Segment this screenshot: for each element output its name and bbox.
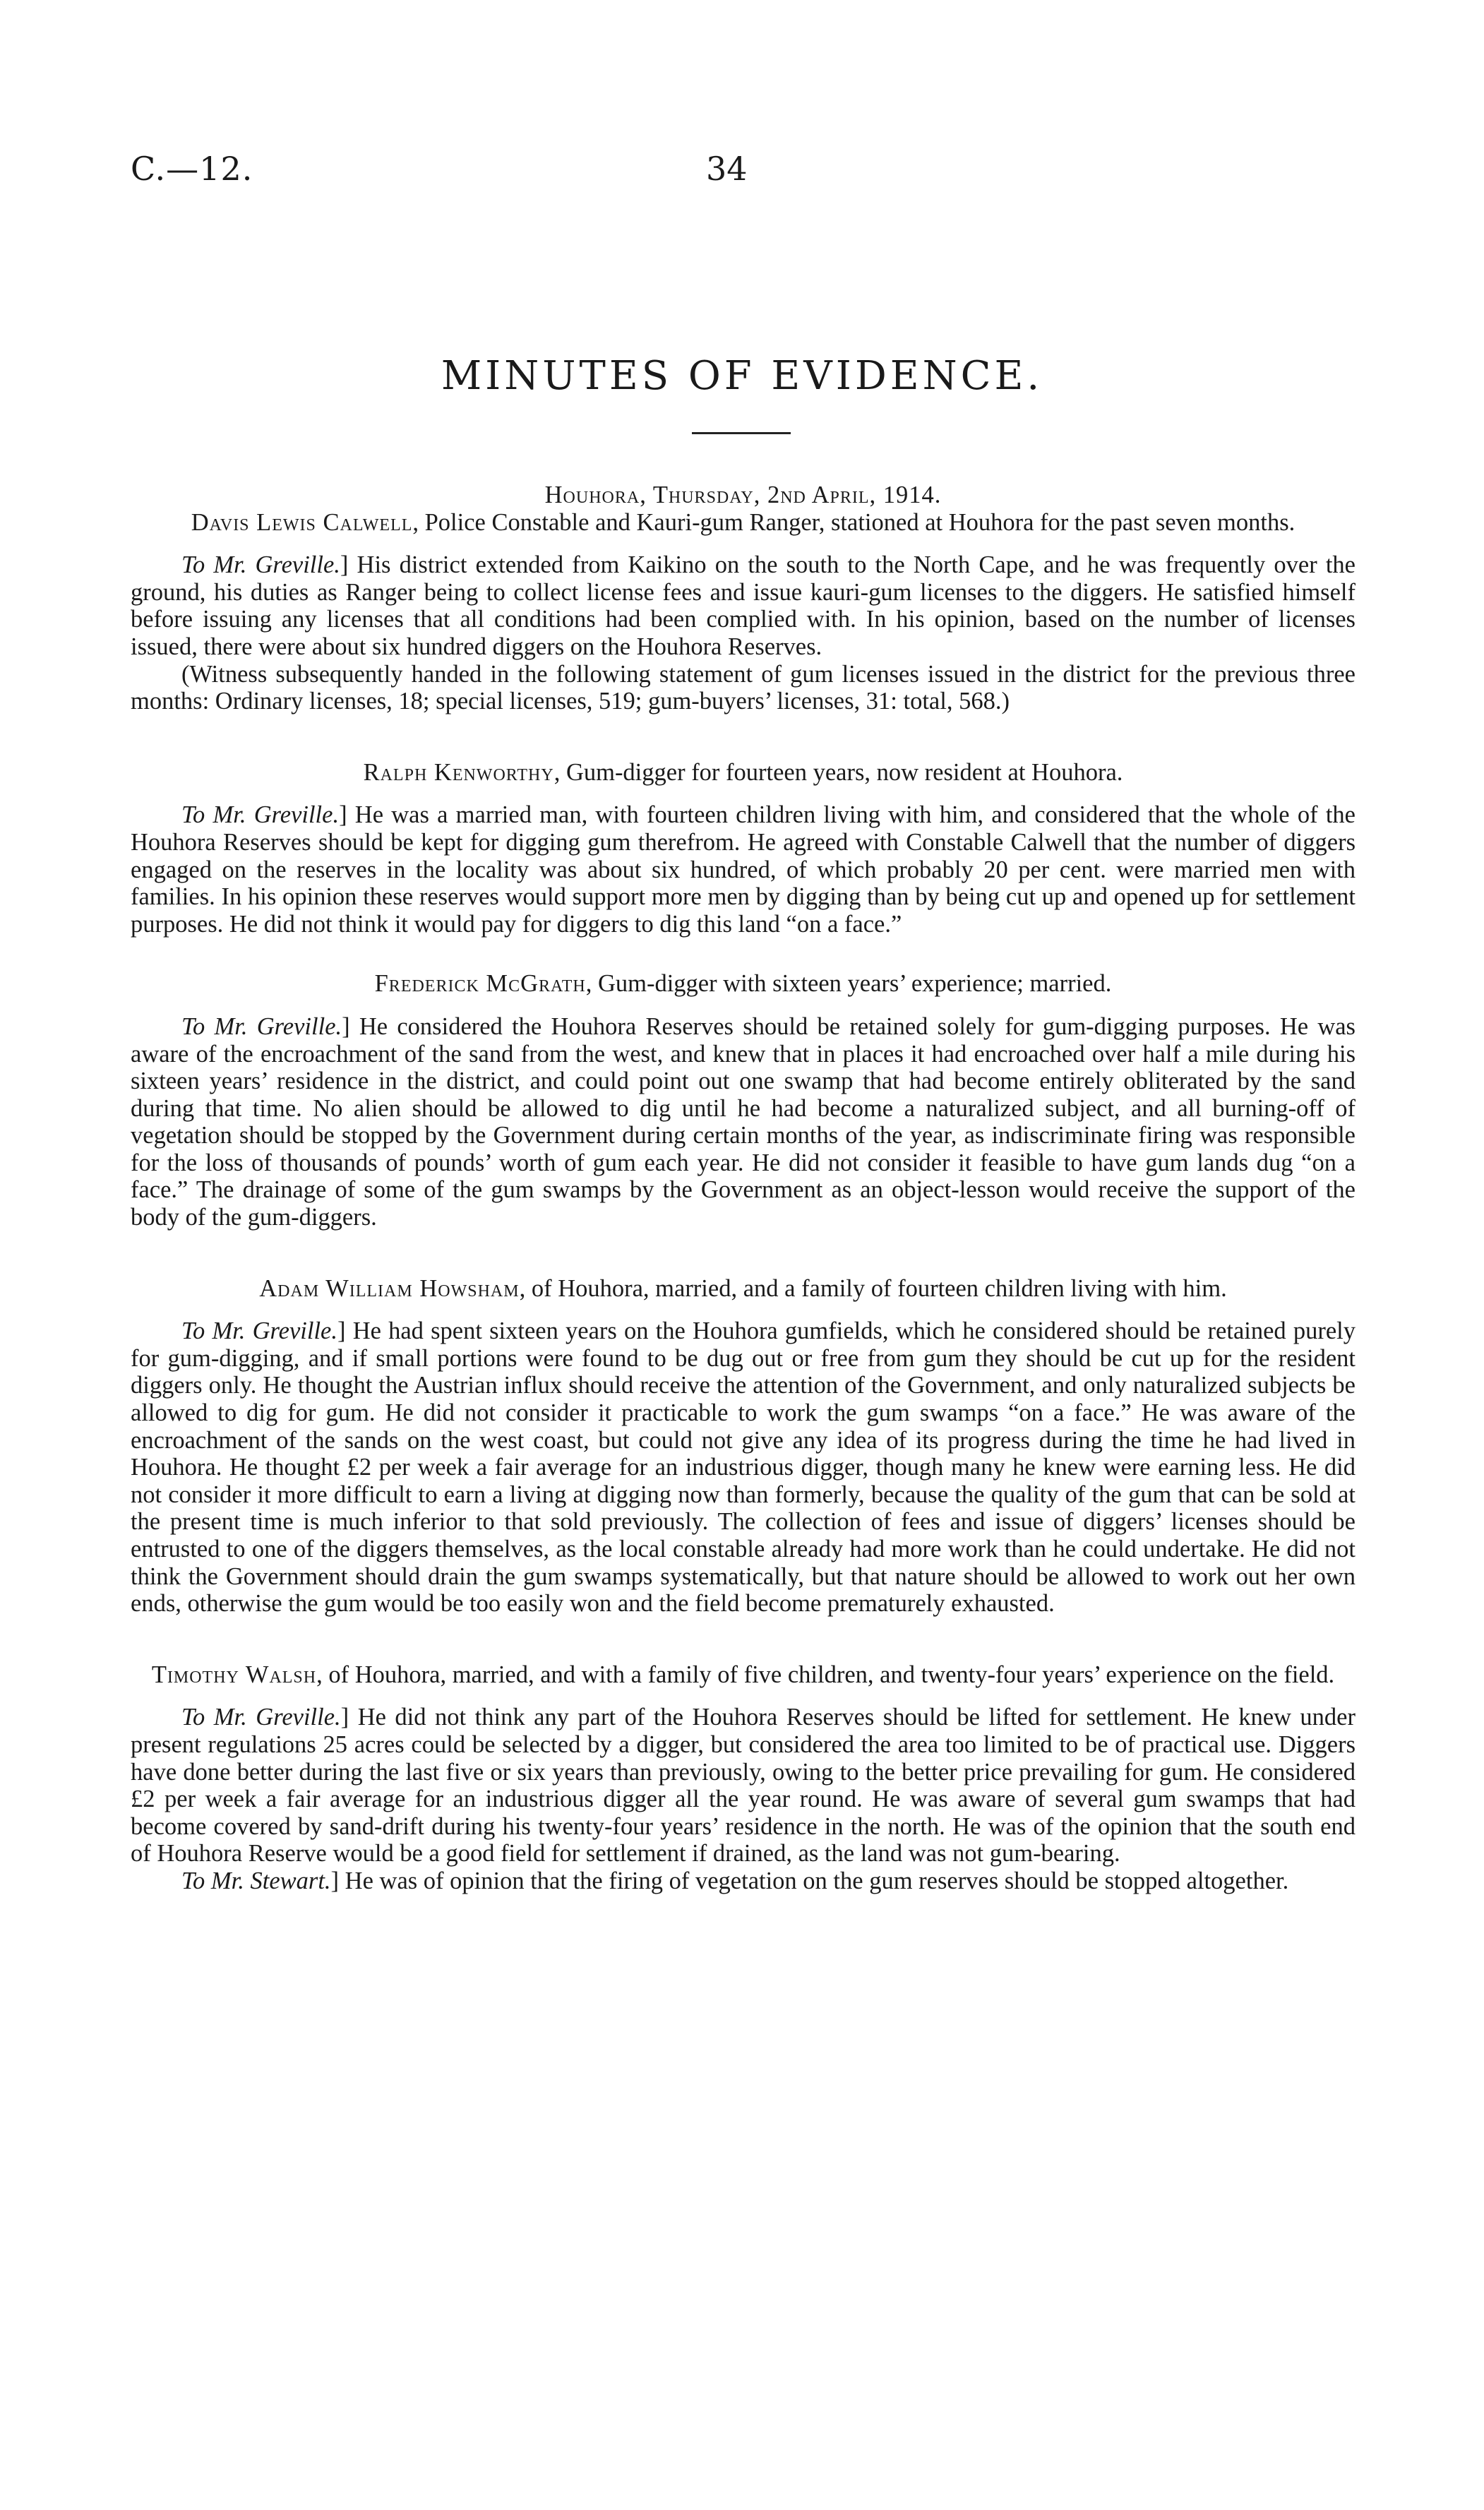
testimony-paragraph: To Mr. Greville.] He considered the Houhora Reserves should be retained solely for gum-digging purposes. He was aware of the encroachment of the sand from the west, and knew that in places it had encroached over half a mile during his sixteen years’ residence in the district, and could point out one swamp that had become entirely obliterated by the sand during that time. No alien should be allowed to dig until he had become a naturalized subject, and all burning-off of vegetation should be stopped by the Government during certain months of the year, as indiscriminate firing was responsible for the loss of thousands of pounds’ worth of gum each year. He did not consider it feasible to have gum lands dug “on a face.” The drainage of some of the gum swamps by the Government as an object-lesson would receive the support of the body of the gum-diggers. (131, 1012, 1356, 1231)
examiner-label: To Mr. Greville. (181, 1704, 341, 1731)
examiner-label: To Mr. Greville. (181, 1012, 342, 1040)
testimony-paragraph: To Mr. Stewart.] He was of opinion that the firing of vegetation on the gum reserves should be stopped altogether. (181, 1867, 1289, 1894)
witness-description: , Police Constable and Kauri-gum Ranger, stationed at Houhora for the past seven months. (412, 508, 1295, 536)
testimony-text: He had spent sixteen years on the Houhora gumfields, which he considered should be retained purely for gum-digging, and if small portions were found to be dug out or free from gum they should be cut up for the resident diggers only. He thought the Austrian influx should receive the attention of the Government, and only naturalized subjects be allowed to dig for gum. He did not consider it practicable to work the gum swamps “on a face.” He was aware of the encroachment of the sands on the west coast, but could not give any idea of its progress during the time he had lived in Houhora. He thought £2 per week a fair average for an industrious digger, though many he knew were earning less. He did not consider it more difficult to earn a living at digging now than formerly, because the quality of the gum that can be sold at the present time is much inferior to that sold previously. The collection of fees and issue of diggers’ licenses should be entrusted to one of the diggers themselves, as the local constable already had more work than he could undertake. He did not think the Government should drain the gum swamps systematically, but that nature should be allowed to work out her own ends, otherwise the gum would be too easily won and the field become prematurely exhausted. (131, 1317, 1356, 1618)
page-title: MINUTES OF EVIDENCE. (441, 353, 1043, 399)
title-divider (692, 432, 791, 434)
testimony-paragraph: To Mr. Greville.] His district extended from Kaikino on the south to the North Cape, and he was frequently over the ground, his duties as Ranger being to collect license fees and issue kauri-gum licenses to the diggers. He satisfied himself before issuing any licenses that all conditions had been complied with. In his opinion, based on the number of licenses issued, there were about six hundred diggers on the Houhora Reserves. (131, 551, 1356, 660)
testimony-text: His district extended from Kaikino on the south to the North Cape, and he was frequently over the ground, his duties as Ranger being to collect license fees and issue kauri-gum licenses to the diggers. He satisfied himself before issuing any licenses that all conditions had been complied with. In his opinion, based on the number of licenses issued, there were about six hundred diggers on the Houhora Reserves. (131, 551, 1356, 660)
testimony-paragraph: To Mr. Greville.] He had spent sixteen years on the Houhora gumfields, which he considered should be retained purely for gum-digging, and if small portions were found to be dug out or free from gum they should be cut up for the resident diggers only. He thought the Austrian influx should receive the attention of the Government, and only naturalized subjects be allowed to dig for gum. He did not consider it practicable to work the gum swamps “on a face.” He was aware of the encroachment of the sands on the west coast, but could not give any idea of its progress during the time he had lived in Houhora. He thought £2 per week a fair average for an industrious digger, though many he knew were earning less. He did not consider it more difficult to earn a living at digging now than formerly, because the quality of the gum that can be sold at the present time is much inferior to that sold previously. The collection of fees and issue of diggers’ licenses should be entrusted to one of the diggers themselves, as the local constable already had more work than he could undertake. He did not think the Government should drain the gum swamps systematically, but that nature should be allowed to work out her own ends, otherwise the gum would be too easily won and the field become prematurely exhausted. (131, 1317, 1356, 1618)
witness-heading (131, 970, 1356, 998)
witness-description: , Gum-digger with sixteen years’ experience; married. (585, 970, 1112, 998)
witness-description: , Gum-digger for fourteen years, now resident at Houhora. (553, 758, 1123, 786)
testimony-paragraph: To Mr. Greville.] He did not think any part of the Houhora Reserves should be lifted for settlement. He knew under present regulations 25 acres could be selected by a digger, but considered the area too limited to be of practical use. Diggers have done better during the last five or six years than previously, owing to the better price prevailing for gum. He considered £2 per week a fair average for an industrious digger all the year round. He was aware of several gum swamps that had become covered by sand-drift during his twenty-four years’ residence in the north. He was of the opinion that the south end of Houhora Reserve would be a good field for settlement if drained, as the land was not gum-bearing. (131, 1704, 1356, 1867)
testimony-text: He did not think any part of the Houhora Reserves should be lifted for settlement. He knew under present regulations 25 acres could be selected by a digger, but considered the area too limited to be of practical use. Diggers have done better during the last five or six years than previously, owing to the better price prevailing for gum. He considered £2 per week a fair average for an industrious digger all the year round. He was aware of several gum swamps that had become covered by sand-drift during his twenty-four years’ residence in the north. He was of the opinion that the south end of Houhora Reserve would be a good field for settlement if drained, as the land was not gum-bearing. (131, 1704, 1356, 1867)
witness-name: Ralph Kenworthy (363, 758, 554, 786)
testimony-text: (Witness subsequently handed in the following statement of gum licenses issued in the district for the previous three months: Ordinary licenses, 18; special licenses, 519; gum-buyers’ licenses, 31: total, 568.) (131, 660, 1356, 715)
examiner-label: To Mr. Greville. (181, 801, 340, 829)
testimony-text: He was a married man, with fourteen children living with him, and considered that the whole of the Houhora Reserves should be kept for digging gum therefrom. He agreed with Constable Calwell that the number of diggers engaged on the reserves in the locality was about six hundred, of which probably 20 per cent. were married men with families. In his opinion these reserves would support more men by digging than by being cut up and opened up for settlement purposes. He did not think it would pay for diggers to dig this land “on a face.” (131, 801, 1356, 938)
testimony-paragraph (131, 661, 1356, 715)
testimony-paragraph: To Mr. Greville.] He was a married man, with fourteen children living with him, and considered that the whole of the Houhora Reserves should be kept for digging gum therefrom. He agreed with Constable Calwell that the number of diggers engaged on the reserves in the locality was about six hundred, of which probably 20 per cent. were married men with families. In his opinion these reserves would support more men by digging than by being cut up and opened up for settlement purposes. He did not think it would pay for diggers to dig this land “on a face.” (131, 801, 1356, 938)
testimony-text: He was of opinion that the firing of vegetation on the gum reserves should be stopped altogether. (345, 1867, 1289, 1894)
testimony-text: He considered the Houhora Reserves should be retained solely for gum-digging purposes. He was aware of the encroachment of the sand from the west, and knew that in places it had encroached over half a mile during his sixteen years’ residence in the district, and could point out one swamp that had become entirely obliterated by the sand during that time. No alien should be allowed to dig until he had become a naturalized subject, and all burning-off of vegetation should be stopped by the Government during certain months of the year, as indiscriminate firing was responsible for the loss of thousands of pounds’ worth of gum each year. He did not consider it feasible to have gum lands dug “on a face.” The drainage of some of the gum swamps by the Government as an object-lesson would receive the support of the body of the gum-diggers. (131, 1012, 1356, 1231)
witness-heading (131, 1275, 1356, 1303)
page-number: 34 (706, 150, 748, 188)
examiner-label: To Mr. Greville. (181, 551, 340, 579)
witness-description: , of Houhora, married, and a family of fourteen children living with him. (519, 1274, 1227, 1302)
witness-name: Davis Lewis Calwell (191, 508, 413, 536)
witness-name: Timothy Walsh (151, 1661, 317, 1688)
evidence-body (131, 482, 1356, 1895)
examiner-label: To Mr. Stewart. (181, 1867, 331, 1894)
witness-heading (131, 1661, 1356, 1689)
witness-heading (131, 509, 1356, 537)
report-code: C.—12. (131, 150, 253, 188)
witness-name: Adam William Howsham (259, 1274, 520, 1302)
dateline: Houhora, Thursday, 2nd April, 1914. (544, 482, 942, 508)
witness-heading (131, 759, 1356, 787)
witness-description: , of Houhora, married, and with a family of five children, and twenty-four years’ experience on the field. (316, 1661, 1335, 1688)
witness-name: Frederick McGrath (374, 970, 586, 998)
examiner-label: To Mr. Greville. (181, 1317, 337, 1345)
